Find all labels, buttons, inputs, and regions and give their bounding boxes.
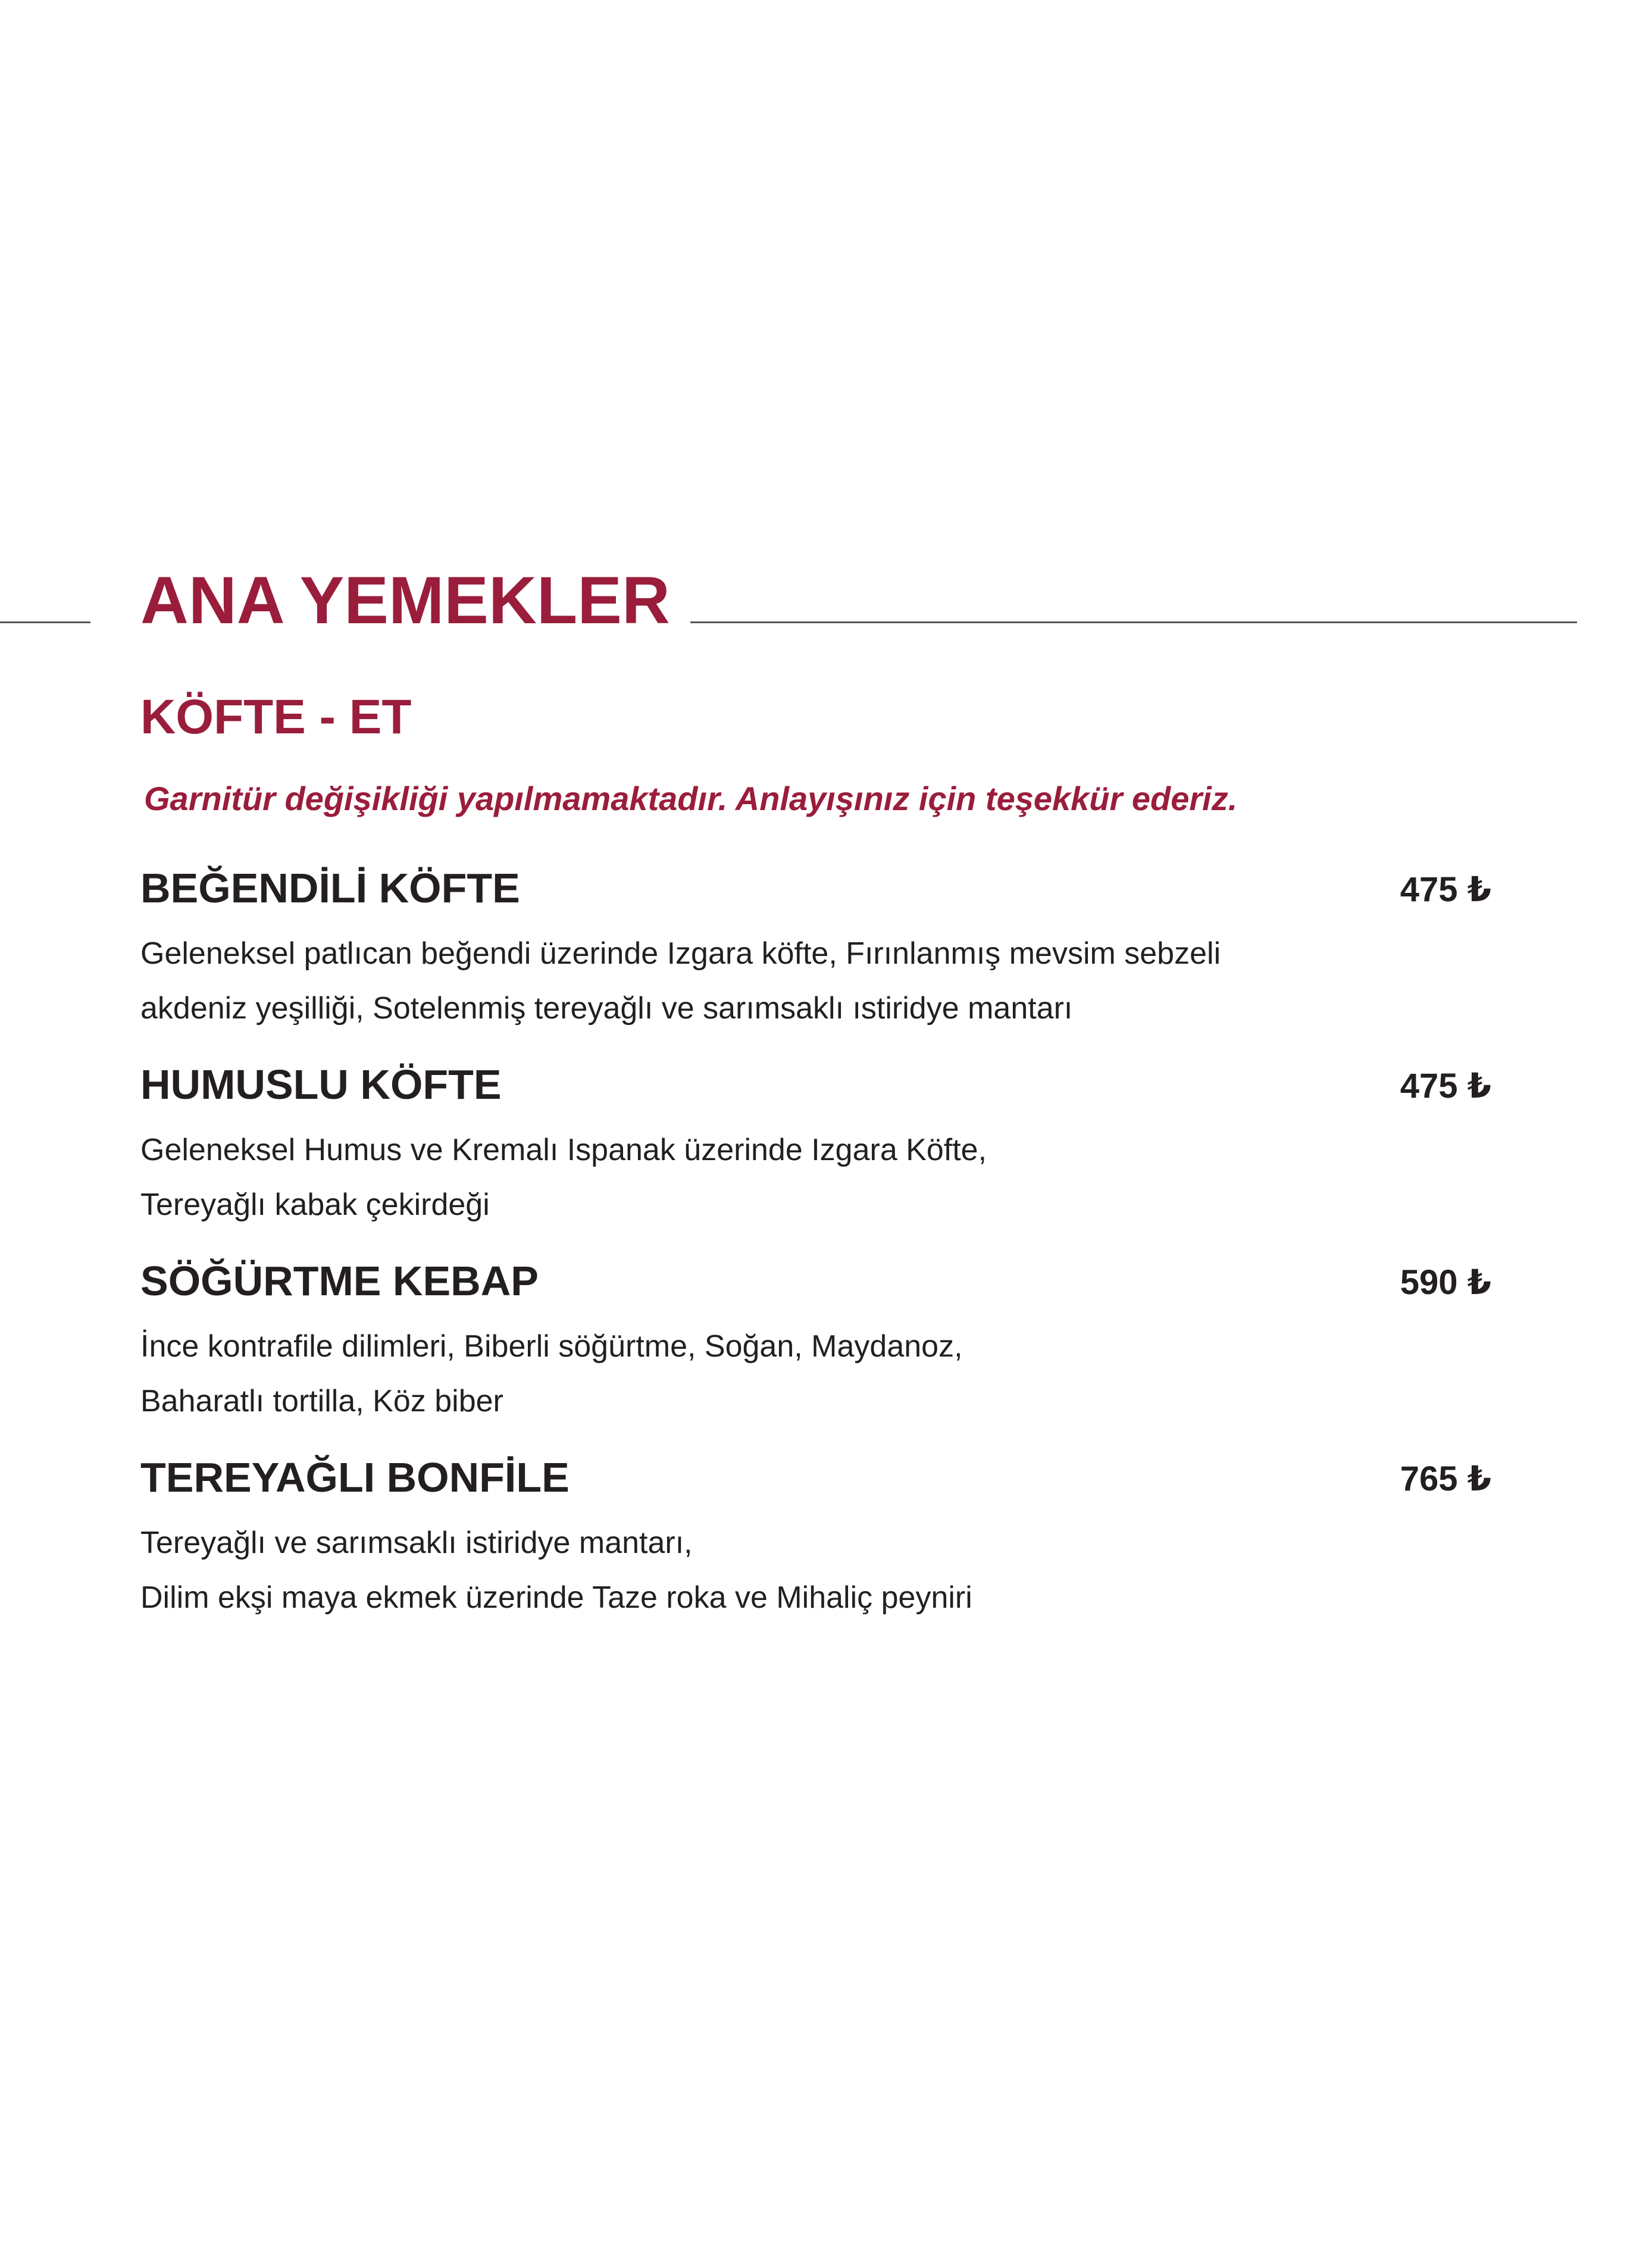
item-description [140, 1319, 963, 1429]
menu-item-humuslu-kofte [140, 1060, 1491, 1256]
menu-items-list [140, 863, 1491, 1649]
title-rule-left [0, 621, 90, 623]
item-name: HUMUSLU KÖFTE [140, 1061, 502, 1108]
item-description-line: Geleneksel patlıcan beğendi üzerinde Izgara köfte, Fırınlanmış mevsim sebzeli [140, 936, 1221, 971]
section-title: ANA YEMEKLER [140, 563, 670, 638]
item-name: TEREYAĞLI BONFİLE [140, 1454, 570, 1501]
item-description-line: İnce kontrafile dilimleri, Biberli söğürtme, Soğan, Maydanoz, [140, 1329, 963, 1364]
item-price: 475 ₺ [1400, 870, 1491, 909]
item-name: BEĞENDİLİ KÖFTE [140, 865, 520, 911]
item-price: 475 ₺ [1400, 1067, 1491, 1105]
item-description [140, 1515, 972, 1625]
menu-item-begendili-kofte [140, 863, 1491, 1060]
menu-item-sogurtme-kebap [140, 1256, 1491, 1452]
item-name: SÖĞÜRTME KEBAP [140, 1258, 539, 1304]
item-description-line: Tereyağlı kabak çekirdeği [140, 1188, 490, 1222]
item-description-line: Dilim ekşi maya ekmek üzerinde Taze roka ve Mihaliç peyniri [140, 1580, 972, 1615]
item-description [140, 1123, 987, 1232]
item-description-line: Geleneksel Humus ve Kremalı Ispanak üzerinde Izgara Köfte, [140, 1133, 987, 1167]
item-description-line: Baharatlı tortilla, Köz biber [140, 1384, 503, 1418]
subsection-title: KÖFTE - ET [140, 690, 412, 744]
menu-item-tereyagli-bonfile [140, 1452, 1491, 1649]
garnish-notice: Garnitür değişikliği yapılmamaktadır. Anlayışınız için teşekkür ederiz. [144, 780, 1238, 817]
item-price: 590 ₺ [1400, 1263, 1491, 1302]
item-description-line: akdeniz yeşilliği, Sotelenmiş tereyağlı ve sarımsaklı ıstiridye mantarı [140, 991, 1073, 1026]
title-rule-right [690, 621, 1577, 623]
item-price: 765 ₺ [1400, 1460, 1491, 1498]
item-description-line: Tereyağlı ve sarımsaklı istiridye mantarı, [140, 1526, 693, 1560]
item-description [140, 926, 1221, 1036]
